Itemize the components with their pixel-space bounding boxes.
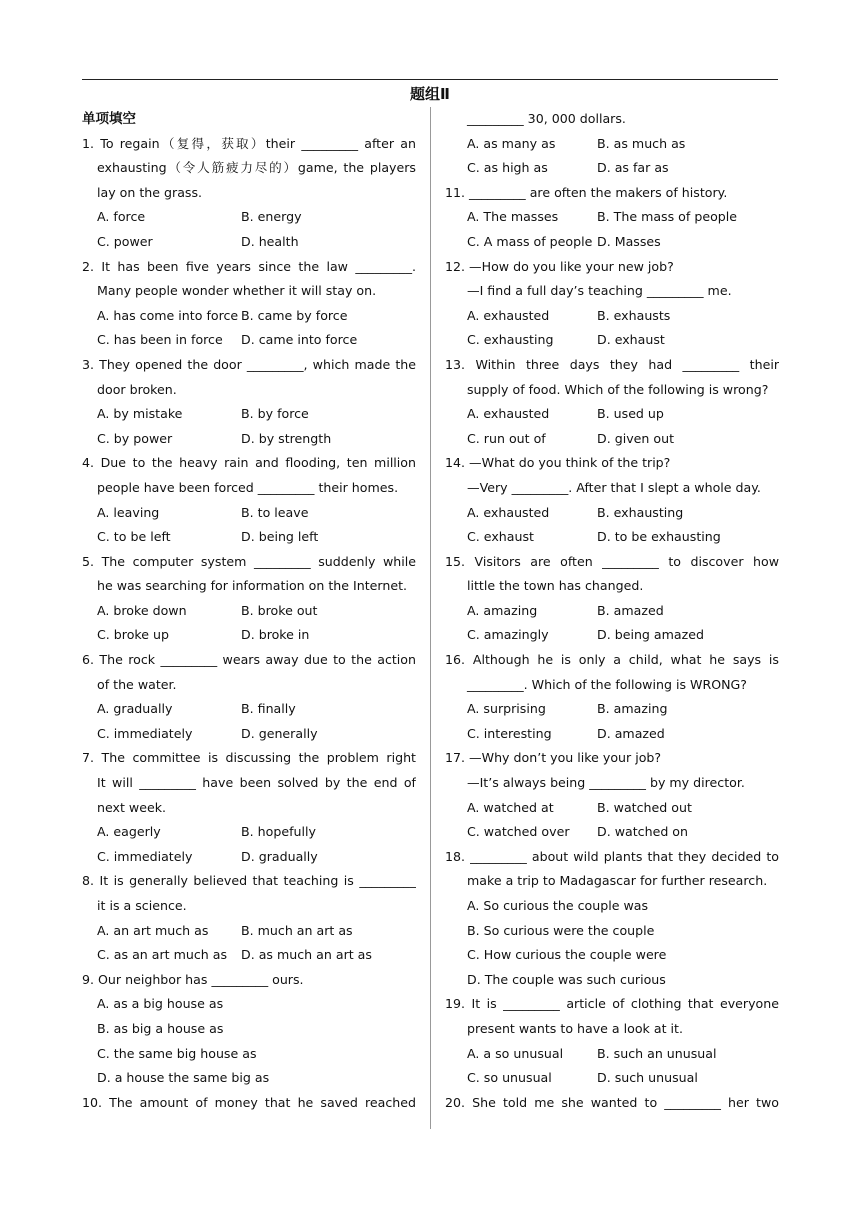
option-choice: B. amazing — [597, 701, 668, 717]
option-choice: D. exhaust — [597, 332, 665, 348]
options-row — [445, 1066, 779, 1091]
question-text-continued: door broken. — [97, 381, 177, 397]
option-choice: A. leaving — [97, 504, 160, 520]
option-choice: B. exhausting — [597, 504, 684, 520]
question-text-continued: next week. — [97, 799, 166, 815]
options-row — [82, 623, 416, 648]
option-choice: B. such an unusual — [597, 1045, 717, 1061]
option-choice: D. generally — [241, 725, 318, 741]
question-text-continued: he was searching for information on the Internet. — [97, 578, 408, 594]
column-divider — [430, 107, 431, 1129]
option-choice: A. as many as — [467, 135, 556, 151]
question-text-continued: —I find a full day’s teaching _________ me. — [467, 283, 732, 299]
options-row — [82, 328, 416, 353]
options-row — [82, 205, 416, 230]
question-stem: 9. Our neighbor has _________ ours. — [82, 971, 304, 987]
options-row — [445, 599, 779, 624]
question-stem: 13. Within three days they had _________ their — [445, 356, 779, 372]
option-choice: A. gradually — [97, 701, 173, 717]
option-choice: B. energy — [241, 209, 302, 225]
question-stem: 1. To regain（复得，获取）their _________ after an — [82, 135, 416, 151]
question-stem: 8. It is generally believed that teaching is _________ — [82, 873, 416, 889]
question-text-continued: —It’s always being _________ by my director. — [467, 775, 745, 791]
question-text-continued: little the town has changed. — [467, 578, 644, 594]
options-row — [445, 697, 779, 722]
options-row — [445, 623, 779, 648]
option-choice: C. as high as — [467, 160, 548, 176]
question-stem: 4. Due to the heavy rain and flooding, ten million — [82, 455, 416, 471]
options-row — [82, 402, 416, 427]
options-row — [82, 230, 416, 255]
option-choice: D. being left — [241, 529, 319, 545]
option-choice: A. as a big house as — [97, 996, 224, 1012]
option-choice: A. So curious the couple was — [467, 898, 649, 913]
options-row — [82, 845, 416, 870]
option-choice: D. The couple was such curious — [467, 971, 666, 987]
option-choice: C. exhaust — [467, 529, 534, 545]
options-row — [445, 230, 779, 255]
options-row — [445, 156, 779, 181]
option-choice: B. broke out — [241, 602, 318, 618]
page-title: 题组Ⅱ — [410, 85, 450, 103]
options-row — [445, 304, 779, 329]
options-row — [445, 402, 779, 427]
options-row — [445, 501, 779, 526]
header-rule — [82, 79, 778, 80]
option-choice: D. a house the same big as — [97, 1070, 270, 1086]
option-choice: C. A mass of people — [467, 233, 593, 249]
option-choice: B. hopefully — [241, 824, 316, 840]
question-text-continued: exhausting（令人筋疲力尽的）game, the players — [97, 160, 416, 176]
option-choice: A. broke down — [97, 602, 187, 618]
options-row — [445, 525, 779, 550]
option-choice: A. a so unusual — [467, 1045, 564, 1061]
question-stem: 14. —What do you think of the trip? — [445, 455, 671, 471]
option-choice: A. exhausted — [467, 406, 550, 422]
option-choice: B. watched out — [597, 799, 692, 815]
question-text-continued: Many people wonder whether it will stay on. — [97, 283, 377, 299]
question-stem: 16. Although he is only a child, what he says is — [445, 652, 779, 668]
options-row — [82, 722, 416, 747]
question-stem: 12. —How do you like your new job? — [445, 258, 674, 274]
options-row — [82, 427, 416, 452]
option-choice: B. used up — [597, 406, 664, 422]
options-row — [82, 697, 416, 722]
question-text-continued: of the water. — [97, 676, 177, 692]
option-choice: D. health — [241, 233, 299, 249]
option-choice: B. The mass of people — [597, 209, 738, 225]
option-choice: D. Masses — [597, 233, 661, 249]
option-choice: A. has come into force — [97, 307, 239, 323]
option-choice: C. broke up — [97, 627, 169, 643]
option-choice: C. power — [97, 233, 153, 249]
option-choice: B. came by force — [241, 307, 348, 323]
option-choice: C. amazingly — [467, 627, 549, 643]
option-choice: B. much an art as — [241, 922, 353, 938]
options-row — [445, 820, 779, 845]
question-text-continued: supply of food. Which of the following is wrong? — [467, 381, 769, 397]
question-text-continued: —Very _________. After that I slept a whole day. — [467, 479, 761, 495]
option-choice: B. as big a house as — [97, 1020, 224, 1036]
option-choice: D. as far as — [597, 160, 669, 176]
option-choice: C. by power — [97, 430, 173, 446]
option-choice: A. eagerly — [97, 824, 161, 840]
option-choice: B. to leave — [241, 504, 309, 520]
question-stem: 2. It has been five years since the law _________. — [82, 258, 416, 274]
question-text-continued: it is a science. — [97, 898, 187, 913]
options-row — [445, 205, 779, 230]
option-choice: D. to be exhausting — [597, 529, 721, 545]
options-row — [82, 525, 416, 550]
options-row — [445, 132, 779, 157]
option-choice: D. gradually — [241, 848, 318, 864]
option-choice: C. watched over — [467, 824, 570, 840]
option-choice: C. has been in force — [97, 332, 223, 348]
option-choice: C. the same big house as — [97, 1045, 257, 1061]
options-row — [82, 304, 416, 329]
options-row — [445, 722, 779, 747]
option-choice: A. The masses — [467, 209, 559, 225]
question-stem: 17. —Why don’t you like your job? — [445, 750, 662, 766]
option-choice: D. such unusual — [597, 1070, 698, 1086]
option-choice: D. amazed — [597, 725, 665, 741]
option-choice: A. amazing — [467, 602, 538, 618]
left-column — [82, 107, 416, 1115]
option-choice: D. watched on — [597, 824, 688, 840]
question-stem: 7. The committee is discussing the problem right — [82, 750, 416, 766]
question-stem: 5. The computer system _________ suddenly while — [82, 553, 416, 569]
options-row — [82, 820, 416, 845]
option-choice: D. being amazed — [597, 627, 704, 643]
option-choice: A. surprising — [467, 701, 546, 717]
question-stem: 15. Visitors are often _________ to discover how — [445, 553, 779, 569]
option-choice: D. by strength — [241, 430, 332, 446]
option-choice: B. finally — [241, 701, 296, 717]
options-row — [445, 427, 779, 452]
option-choice: C. exhausting — [467, 332, 554, 348]
option-choice: C. immediately — [97, 848, 193, 864]
option-choice: A. watched at — [467, 799, 554, 815]
question-stem: 20. She told me she wanted to _________ her two — [445, 1094, 779, 1110]
question-text-continued: people have been forced _________ their homes. — [97, 479, 399, 495]
question-stem: 18. _________ about wild plants that they decided to — [445, 848, 779, 864]
option-choice: D. came into force — [241, 332, 358, 348]
question-text-continued: It will _________ have been solved by the end of — [97, 775, 416, 791]
question-text-continued: make a trip to Madagascar for further research. — [467, 873, 768, 889]
option-choice: C. immediately — [97, 725, 193, 741]
section-heading: 单项填空 — [82, 111, 136, 127]
options-row — [82, 599, 416, 624]
option-choice: B. exhausts — [597, 307, 671, 323]
question-stem: 6. The rock _________ wears away due to the action — [82, 652, 416, 668]
option-choice: B. as much as — [597, 135, 686, 151]
options-row — [82, 943, 416, 968]
options-row — [445, 328, 779, 353]
option-choice: C. so unusual — [467, 1070, 552, 1086]
option-choice: C. to be left — [97, 529, 171, 545]
option-choice: B. amazed — [597, 602, 664, 618]
option-choice: C. How curious the couple were — [467, 947, 667, 963]
question-text-continued: _________. Which of the following is WRONG? — [467, 676, 747, 692]
question-stem: 10. The amount of money that he saved reached — [82, 1094, 416, 1110]
option-choice: A. an art much as — [97, 922, 209, 938]
right-column — [445, 107, 779, 1115]
option-choice: C. interesting — [467, 725, 552, 741]
option-choice: D. given out — [597, 430, 675, 446]
options-row — [82, 501, 416, 526]
option-choice: B. So curious were the couple — [467, 922, 655, 938]
question-stem: 3. They opened the door _________, which made the — [82, 356, 416, 372]
question-stem: 19. It is _________ article of clothing that everyone — [445, 996, 779, 1012]
question-stem: 11. _________ are often the makers of history. — [445, 184, 728, 200]
option-choice: B. by force — [241, 406, 309, 422]
question-text-continued: lay on the grass. — [97, 184, 203, 200]
option-choice: D. as much an art as — [241, 947, 372, 963]
option-choice: A. force — [97, 209, 146, 225]
options-row — [445, 1042, 779, 1067]
option-choice: C. as an art much as — [97, 947, 228, 963]
option-choice: A. by mistake — [97, 406, 183, 422]
options-row — [445, 796, 779, 821]
option-choice: A. exhausted — [467, 307, 550, 323]
question-text-continued: _________ 30, 000 dollars. — [467, 111, 626, 126]
question-text-continued: present wants to have a look at it. — [467, 1020, 683, 1036]
options-row — [82, 919, 416, 944]
option-choice: A. exhausted — [467, 504, 550, 520]
option-choice: C. run out of — [467, 430, 546, 446]
option-choice: D. broke in — [241, 627, 310, 643]
